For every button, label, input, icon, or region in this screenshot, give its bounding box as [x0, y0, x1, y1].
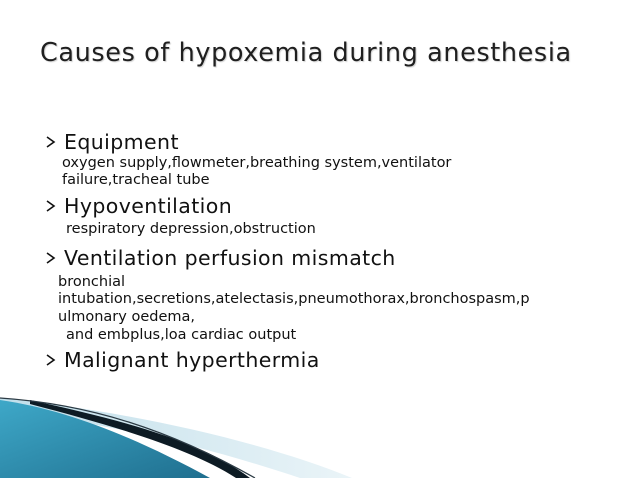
bullet-ventilation-perfusion [46, 246, 606, 270]
bullet-detail: respiratory depression,obstruction [66, 221, 316, 237]
bullet-malignant-hyperthermia [46, 348, 606, 372]
bullet-detail: oxygen supply,flowmeter,breathing system,ventilator failure,tracheal tube [62, 155, 452, 188]
bullet-heading: Equipment [64, 130, 179, 154]
bullet-heading: Malignant hyperthermia [64, 347, 320, 372]
bullet-detail: and embplus,loa cardiac output [66, 327, 297, 343]
arrow-bullet-icon [46, 136, 56, 148]
slide-title: Causes of hypoxemia during anesthesia [40, 38, 572, 68]
arrow-bullet-icon [46, 252, 56, 264]
bullet-detail: bronchial intubation,secretions,atelectasis,pneumothorax,bronchospasm,p ulmonary oedema, [58, 273, 530, 325]
arrow-bullet-icon [46, 354, 56, 366]
bullet-heading: Hypoventilation [64, 194, 233, 218]
bullet-heading: Ventilation perfusion mismatch [64, 245, 396, 270]
arrow-bullet-icon [46, 200, 56, 212]
bullet-list [46, 130, 606, 372]
bullet-hypoventilation [46, 194, 606, 218]
bullet-equipment [46, 130, 606, 154]
